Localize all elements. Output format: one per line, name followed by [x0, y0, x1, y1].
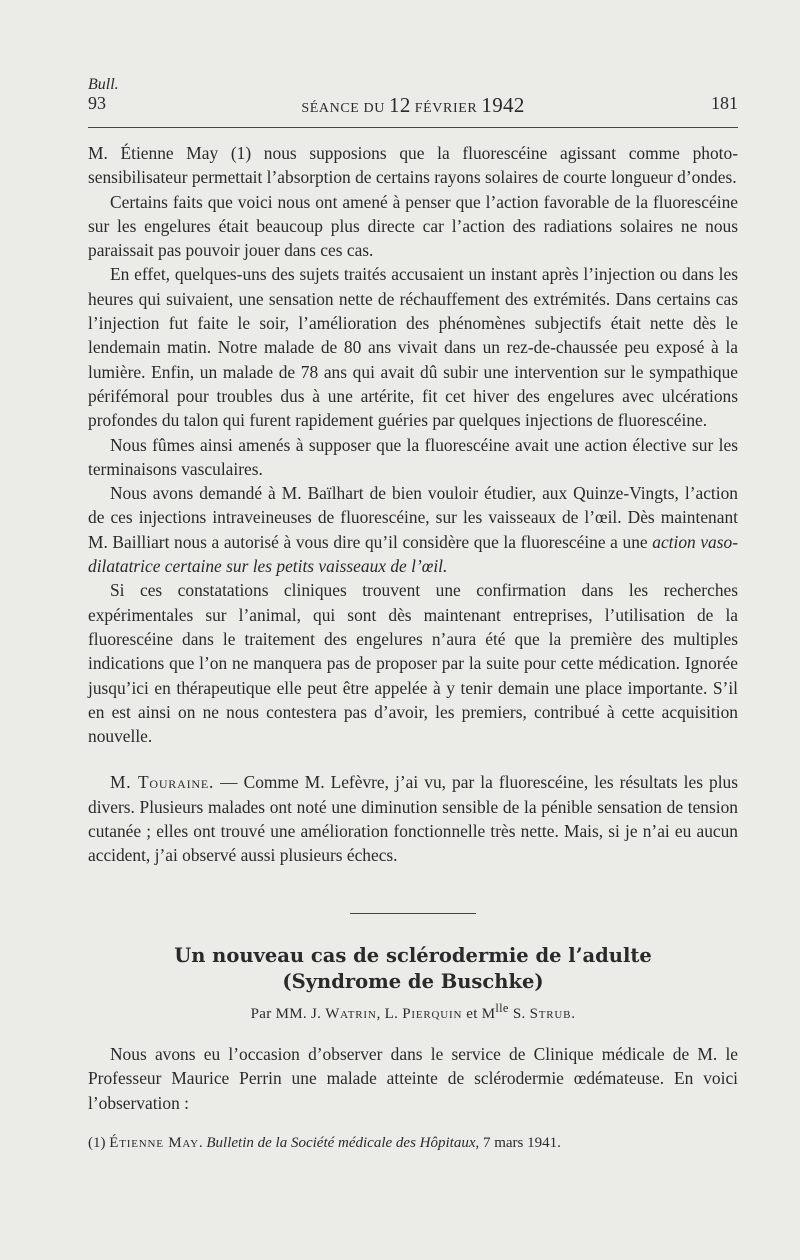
- volume-number: 93: [88, 93, 106, 113]
- footnote: [88, 1133, 738, 1153]
- footnote-journal: Bulletin de la Société médicale des Hôpitaux: [206, 1135, 476, 1151]
- footnote-author: Étienne May: [109, 1135, 199, 1151]
- section-subtitle-line: (Syndrome de Buschke): [282, 970, 544, 993]
- paragraph: Si ces constatations cliniques trouvent une confirmation dans les recherches expérimentales sur l’animal, qui sont dès maintenant entreprises, l’utilisation de la fluorescéine dans le traitement des engelures n’aura été que la première des multiples indications que l’on ne manquera pas de proposer par la suite pour cette médication. Ignorée jusqu’ici en thérapeutique elle peut être appelée à y tenir demain une place importante. S’il en est ainsi on ne nous contestera pas d’avoir, les premiers, contribué à cette acquisition nouvelle.: [88, 580, 738, 747]
- authors-end: .: [571, 1006, 576, 1022]
- authors-line: [88, 1001, 738, 1023]
- header-rule: [88, 127, 738, 128]
- paragraph: [88, 770, 738, 867]
- session-year: 1942: [481, 93, 525, 117]
- footnote-date: , 7 mars 1941.: [475, 1135, 561, 1151]
- paragraph: En effet, quelques-uns des sujets traités accusaient un instant après l’injection ou dans les heures qui suivaient, une sensation nette de réchauffement des extrémités. Dans certains cas l’injection fut faite le soir, l’amélioration des phénomènes subjectifs était nette dès le lendemain matin. Notre malade de 80 ans vivait dans un rez-de-chaussée peu exposé à la lumière. Enfin, un malade de 78 ans qui avait dû subir une intervention sur le sympathique périfémoral pour troubles dus à une artérite, fit cet hiver des engelures avec ulcérations profondes du talon qui furent rapidement guéries par quelques injections de fluorescéine.: [88, 264, 738, 431]
- section-divider: [350, 913, 476, 914]
- section-title: [88, 943, 738, 995]
- body-text: [88, 141, 738, 868]
- footnote-separator: .: [198, 1135, 207, 1151]
- author-name: Watrin: [325, 1006, 377, 1022]
- speaker-name: M. Touraine.: [110, 772, 215, 793]
- paragraph: [88, 481, 738, 578]
- page-number: 181: [711, 93, 738, 113]
- paragraph-text: — Comme M. Lefèvre, j’ai vu, par la fluorescéine, les résultats les plus divers. Plusieurs malades ont noté une diminution sensible de la pénible sensation de tension cutanée ; elles ont trouvé une amélioration fonctionnelle très nette. Mais, si je n’ai eu aucun accident, j’ai observé aussi plusieurs échecs.: [88, 772, 739, 866]
- bull-label: Bull.: [88, 76, 119, 93]
- mlle-superscript: lle: [495, 1001, 509, 1015]
- session-prefix: SÉANCE DU: [301, 101, 385, 116]
- footnote-marker: (1): [88, 1135, 110, 1151]
- author-name: Pierquin: [402, 1006, 463, 1022]
- authors-separator: et M: [462, 1006, 496, 1022]
- paragraph: M. Étienne May (1) nous supposions que la fluorescéine agissant comme photo-sensibilisateur permettait l’absorption de certains rayons solaires de courte longueur d’ondes.: [88, 143, 738, 188]
- authors-separator: S.: [508, 1006, 530, 1022]
- author-name: Strub: [529, 1006, 572, 1022]
- session-title: [88, 93, 738, 118]
- session-day: 12: [389, 93, 411, 117]
- authors-prefix: Par MM. J.: [250, 1006, 326, 1022]
- section-title-line: Un nouveau cas de sclérodermie de l’adulte: [174, 944, 652, 967]
- emphasis-text: action vaso-dilatatrice certaine sur les petits vaisseaux de l’œil.: [88, 531, 739, 577]
- section-intro: [88, 1042, 738, 1115]
- paragraph: Nous avons eu l’occasion d’observer dans le service de Clinique médicale de M. le Professeur Maurice Perrin une malade atteinte de sclérodermie œdémateuse. En voici l’observation :: [88, 1044, 738, 1113]
- session-month: FÉVRIER: [414, 101, 478, 116]
- paragraph: Nous fûmes ainsi amenés à supposer que la fluorescéine avait une action élective sur les terminaisons vasculaires.: [88, 434, 738, 479]
- authors-separator: , L.: [376, 1006, 403, 1022]
- paragraph: Certains faits que voici nous ont amené à penser que l’action favorable de la fluorescéine sur les engelures était beaucoup plus directe car l’action des radiations solaires ne nous paraissait pas pouvoir jouer dans ces cas.: [88, 191, 738, 261]
- running-header: [88, 93, 738, 117]
- paragraph-text: Nous avons demandé à M. Baïlhart de bien vouloir étudier, aux Quinze-Vingts, l’action de ces injections intraveineuses de fluorescéine, sur les vaisseaux de l’œil. Dès maintenant M. Bailliart nous a autorisé à vous dire qu’il considère que la fluorescéine a une: [88, 483, 738, 552]
